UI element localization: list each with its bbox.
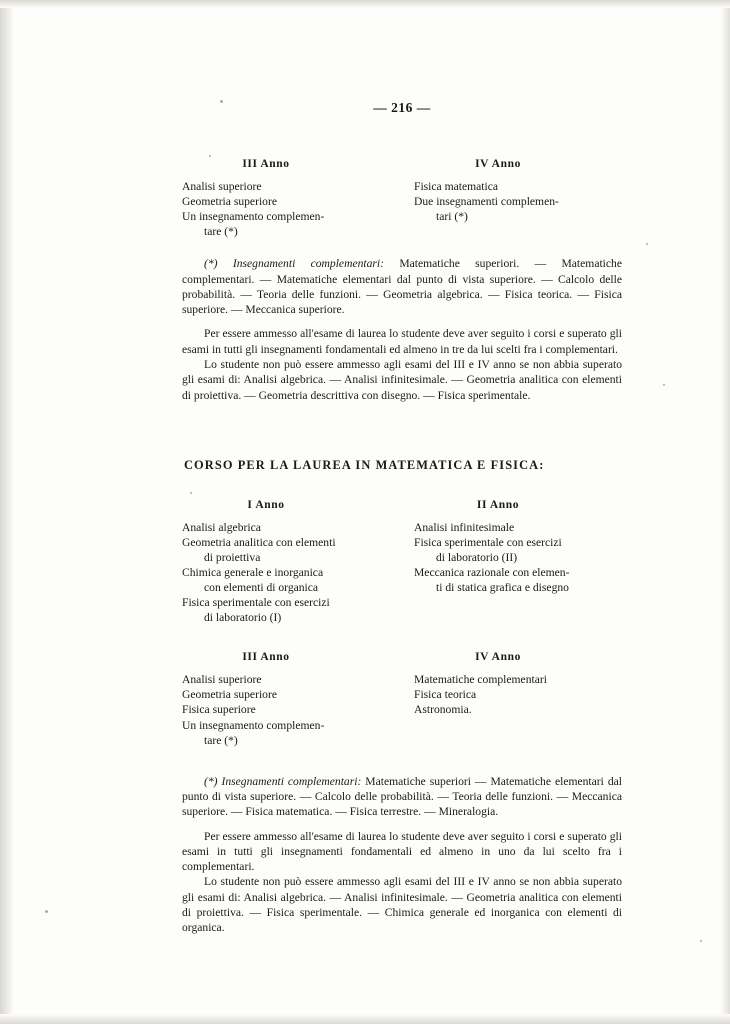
section-one-year4-column — [402, 158, 622, 239]
list-item — [182, 595, 402, 610]
section-two-footnote-label: (*) Insegnamenti complementari: — [204, 774, 362, 788]
course-label: Fisica sperimentale con esercizi — [182, 596, 330, 610]
section-two-year1-column — [182, 499, 402, 625]
section-two-year4-column — [402, 651, 622, 747]
course-label-cont: di laboratorio (II) — [436, 551, 518, 565]
scan-speck — [663, 384, 665, 386]
course-label: Geometria analitica con elementi — [182, 535, 336, 549]
list-item — [182, 535, 402, 550]
section-one-year3-heading: III Anno — [242, 158, 290, 170]
course-label: Fisica superiore — [182, 703, 256, 717]
section-two-year34-columns — [182, 651, 622, 747]
page-edge-left — [0, 0, 14, 1024]
list-item — [182, 209, 402, 224]
spacer — [182, 239, 622, 256]
page-edge-bottom — [0, 1014, 730, 1024]
list-item — [182, 672, 402, 687]
section-two-year3-heading: III Anno — [242, 651, 290, 664]
section-two-exams-paragraph: Lo studente non può essere ammesso agli esami del III e IV anno se non abbia superato gli esami di: Analisi algebrica. — Analisi infinitesimale. — Geometria analitica con elementi di proiettiva. — Fisica sperimentale. — Chimica generale ed inorganica con elementi di organica. — [182, 875, 622, 935]
section-two-footnote-body: Matematiche superiori — Matematiche elementari dal punto di vista superiore. — Calcolo delle probabilità. — Teoria delle funzioni. — Meccanica superiore. — Fisica matematica. — Fisica terrestre. — Mineralogia. — [182, 774, 622, 819]
page-edge-top — [0, 0, 730, 8]
section-two-year12-columns — [182, 499, 622, 625]
section-two-year3-course-list — [182, 672, 402, 747]
list-item — [182, 224, 402, 239]
list-item — [182, 194, 402, 209]
course-label: Due insegnamenti complemen- — [414, 195, 559, 209]
course-label-cont: di laboratorio (I) — [204, 611, 282, 625]
spacer — [182, 317, 622, 326]
list-item — [414, 702, 622, 717]
section-two-year4-course-list — [414, 672, 622, 717]
course-label: Analisi algebrica — [182, 520, 261, 534]
section-one-footnote-body: Matematiche superiori. — Matematiche complementari. — Matematiche elementari dal punto di vista superiore. — Calcolo delle probabilità. — Teoria delle funzioni. — Geometria algebrica. — Fisica teorica. — Fisica superiore. — Meccanica superiore. — [182, 257, 622, 317]
list-item — [414, 179, 622, 194]
course-label-cont: di proiettiva — [204, 551, 261, 565]
course-label: Fisica matematica — [414, 180, 499, 193]
section-one-footnote-label: (*) Insegnamenti complementari: — [204, 257, 385, 271]
section-two-year1-course-list — [182, 520, 402, 625]
course-label: Un insegnamento complemen- — [182, 210, 325, 224]
spacer — [182, 765, 622, 774]
section-one-year4-heading: IV Anno — [475, 158, 521, 170]
course-label: Meccanica razionale con elemen- — [414, 566, 570, 580]
course-label-cont: tare (*) — [204, 225, 238, 239]
course-label: Astronomia. — [414, 703, 472, 717]
list-item — [414, 535, 622, 550]
list-item — [414, 687, 622, 702]
section-one-year3-column — [182, 158, 402, 239]
spacer — [182, 403, 622, 449]
course-label: Un insegnamento complemen- — [182, 718, 325, 732]
section-two-footnote — [182, 774, 622, 820]
list-item — [182, 687, 402, 702]
page-folio: — 216 — — [373, 100, 431, 115]
list-item — [182, 702, 402, 717]
list-item — [414, 550, 622, 565]
course-label: Fisica sperimentale con esercizi — [414, 535, 562, 549]
list-item — [414, 565, 622, 580]
section-two-year1-heading: I Anno — [247, 498, 285, 511]
page-content — [182, 100, 622, 936]
list-item — [414, 209, 622, 224]
page-edge-right — [720, 0, 730, 1024]
course-label: Analisi superiore — [182, 180, 262, 193]
section-one-year-columns — [182, 158, 622, 239]
list-item — [182, 733, 402, 748]
section-one-admission-paragraph: Per essere ammesso all'esame di laurea lo studente deve aver seguito i corsi e superato gli esami in tutti gli insegnamenti fondamentali ed almeno in tre da lui scelti fra i complementari. — [182, 327, 622, 356]
list-item — [182, 520, 402, 535]
list-item — [182, 179, 402, 194]
scan-speck — [646, 243, 648, 245]
course-label-cont: con elementi di organica — [204, 581, 319, 595]
section-two-year3-column — [182, 651, 402, 747]
section-one-footnote — [182, 256, 622, 317]
course-label: Fisica teorica — [414, 688, 477, 702]
course-label: Chimica generale e inorganica — [182, 566, 324, 580]
course-label: Analisi infinitesimale — [414, 520, 515, 534]
list-item — [182, 718, 402, 733]
course-label: Geometria superiore — [182, 688, 277, 702]
list-item — [414, 580, 622, 595]
list-item — [182, 565, 402, 580]
list-item — [414, 194, 622, 209]
section-two-year2-course-list — [414, 520, 622, 595]
section-two-title: CORSO PER LA LAUREA IN MATEMATICA E FISICA: — [184, 457, 545, 472]
section-one-year4-course-list — [414, 179, 622, 224]
course-label: Matematiche complementari — [414, 673, 547, 687]
section-two-year2-heading: II Anno — [476, 498, 520, 511]
section-one-exams-paragraph: Lo studente non può essere ammesso agli esami del III e IV anno se non abbia superato gli esami di: Analisi algebrica. — Analisi infinitesimale. — Geometria analitica con elementi di proiettiva. — Geometria descrittiva con disegno. — Fisica sperimentale. — [182, 358, 622, 402]
spacer — [182, 642, 622, 651]
spacer — [182, 449, 622, 458]
scan-speck — [45, 910, 48, 913]
course-label-cont: ti di statica grafica e disegno — [436, 581, 569, 595]
scan-speck — [700, 940, 702, 942]
section-two-admission-paragraph: Per essere ammesso all'esame di laurea lo studente deve aver seguito i corsi e superato gli esami in tutti gli insegnamenti fondamentali ed almeno in uno da lui scelto fra i complementari. — [182, 829, 622, 874]
spacer — [182, 748, 622, 765]
section-two-year4-heading: IV Anno — [475, 651, 521, 664]
list-item — [182, 550, 402, 565]
section-one-year3-course-list — [182, 179, 402, 239]
course-label-cont: tare (*) — [204, 733, 238, 747]
course-label-cont: tari (*) — [436, 210, 468, 224]
course-label: Geometria superiore — [182, 195, 277, 209]
list-item — [182, 610, 402, 625]
list-item — [414, 520, 622, 535]
list-item — [414, 672, 622, 687]
section-two-year2-column — [402, 499, 622, 625]
spacer — [182, 820, 622, 829]
course-label: Analisi superiore — [182, 673, 262, 687]
spacer — [182, 625, 622, 642]
list-item — [182, 580, 402, 595]
